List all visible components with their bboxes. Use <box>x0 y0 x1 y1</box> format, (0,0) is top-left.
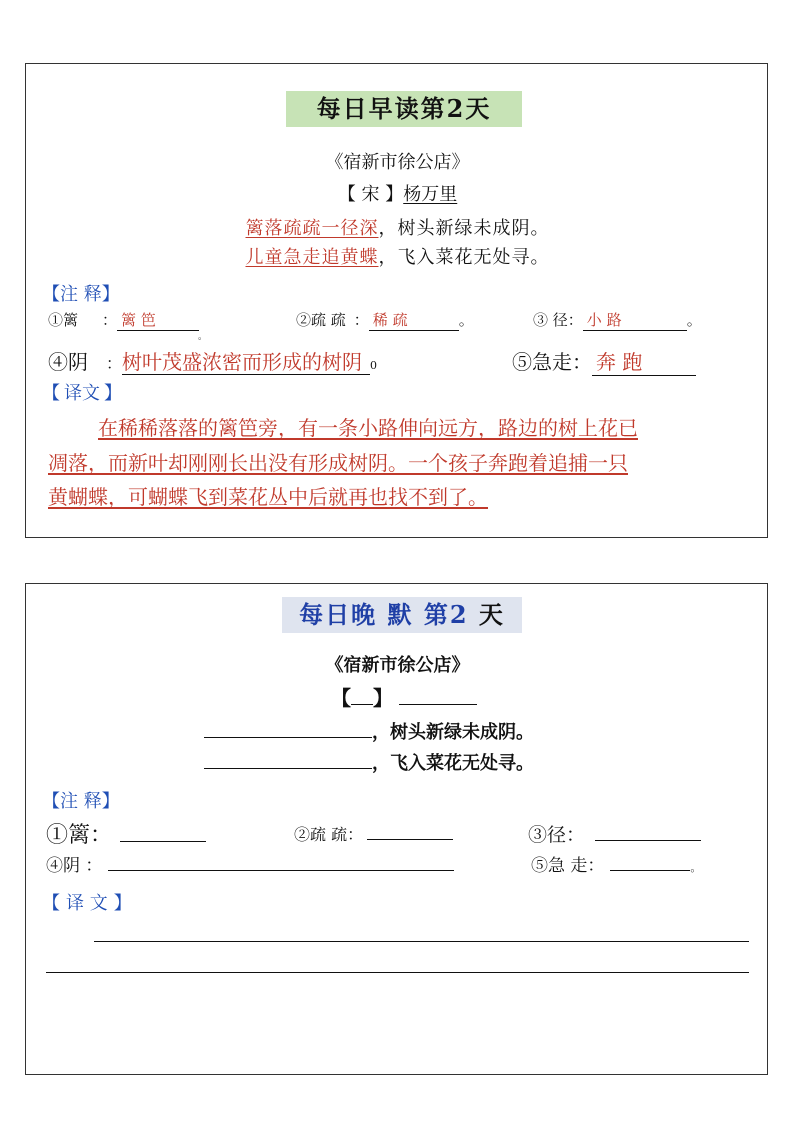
poem-line-1-answer: 篱落疏疏一径深 <box>245 218 379 239</box>
poem-line-2-rest: ，飞入菜花无处寻。 <box>378 247 550 268</box>
note-5-term: ⑤急走： <box>512 350 592 374</box>
dynasty: 宋 <box>361 184 380 205</box>
morning-reading-card <box>25 63 768 538</box>
evening-notes-label: 【注 释】 <box>42 791 120 812</box>
author: 杨万里 <box>403 184 458 205</box>
dynasty-bracket-close: 】 <box>385 184 404 205</box>
note-4-answer: 树叶茂盛浓密而形成的树阴 <box>122 350 370 375</box>
note-2-blank[interactable] <box>367 823 453 840</box>
author-line <box>26 180 769 206</box>
translation-blank-line-1[interactable] <box>94 941 749 942</box>
translation-label: 【 译文 】 <box>42 383 122 404</box>
note-4-term: ④阴 <box>48 350 88 374</box>
poem-line-2-blank[interactable] <box>204 750 372 769</box>
note-1-blank[interactable] <box>120 819 206 842</box>
poem-line-1-rest: ，树头新绿未成阴。 <box>378 218 550 239</box>
translation-line-2: 凋落，而新叶却刚刚长出没有形成树阴。一个孩子奔跑着追捕一只 <box>48 451 628 475</box>
evening-title: 每日晚 默 第2 天 <box>282 597 522 633</box>
evening-dictation-card <box>25 583 768 1075</box>
note-5-blank[interactable] <box>610 853 690 871</box>
poem-line-1-blank[interactable] <box>204 719 372 738</box>
evening-note-1: ①篱： <box>46 818 206 849</box>
note-1-answer: 篱 笆 <box>117 309 199 331</box>
poem-line-2 <box>26 243 769 269</box>
note-5-answer: 奔 跑 <box>592 346 696 376</box>
notes-label: 【注 释】 <box>42 284 120 305</box>
evening-note-4: ④阴 ： <box>46 851 454 876</box>
note-3-answer: 小 路 <box>583 309 687 331</box>
note-3: ③ 径： 小 路 。 <box>533 311 702 329</box>
translation-line-3: 黄蝴蝶，可蝴蝶飞到菜花丛中后就再也找不到了。 <box>48 485 488 509</box>
note-2-answer: 稀 疏 <box>369 309 459 331</box>
evening-poem-line-1: ，树头新绿未成阴。 <box>204 718 534 744</box>
author-blank[interactable] <box>399 684 477 705</box>
note-3-blank[interactable] <box>595 821 701 841</box>
evening-poem-title: 《宿新市徐公店》 <box>325 655 470 676</box>
note-5 <box>512 346 696 376</box>
evening-note-5: ⑤急 走： 。 <box>531 851 701 876</box>
note-1: ①篱 ： 篱 笆 <box>48 309 199 331</box>
note-2: ②疏 疏 ： 稀 疏 。 <box>296 311 474 329</box>
evening-note-3: ③径： <box>528 820 701 847</box>
dynasty-bracket-open: 【 <box>337 184 356 205</box>
poem-line-2-answer: 儿童急走追黄蝶 <box>245 247 379 268</box>
translation-line-1: 在稀稀落落的篱笆旁，有一条小路伸向远方，路边的树上花已 <box>98 416 638 440</box>
poem-title: 《宿新市徐公店》 <box>325 152 470 173</box>
note-1-term: ①篱 <box>48 311 79 329</box>
evening-note-2: ②疏 疏： <box>294 822 453 845</box>
dynasty-blank[interactable] <box>351 684 373 705</box>
evening-author-line: 【 】 <box>331 682 477 711</box>
evening-translation-label: 【 译 文 】 <box>42 893 132 914</box>
note-4: ④阴 ：树叶茂盛浓密而形成的树阴 0 <box>48 350 378 374</box>
note-3-term: ③ 径 <box>533 311 568 329</box>
note-2-term: ②疏 疏 <box>296 311 346 329</box>
note-1-dot: 。 <box>198 332 208 342</box>
evening-poem-line-2: ，飞入菜花无处寻。 <box>204 749 534 775</box>
poem-line-1 <box>26 214 769 240</box>
note-4-blank[interactable] <box>108 853 454 871</box>
morning-title: 每日早读第2天 <box>286 91 522 127</box>
translation-blank-line-2[interactable] <box>46 972 749 973</box>
